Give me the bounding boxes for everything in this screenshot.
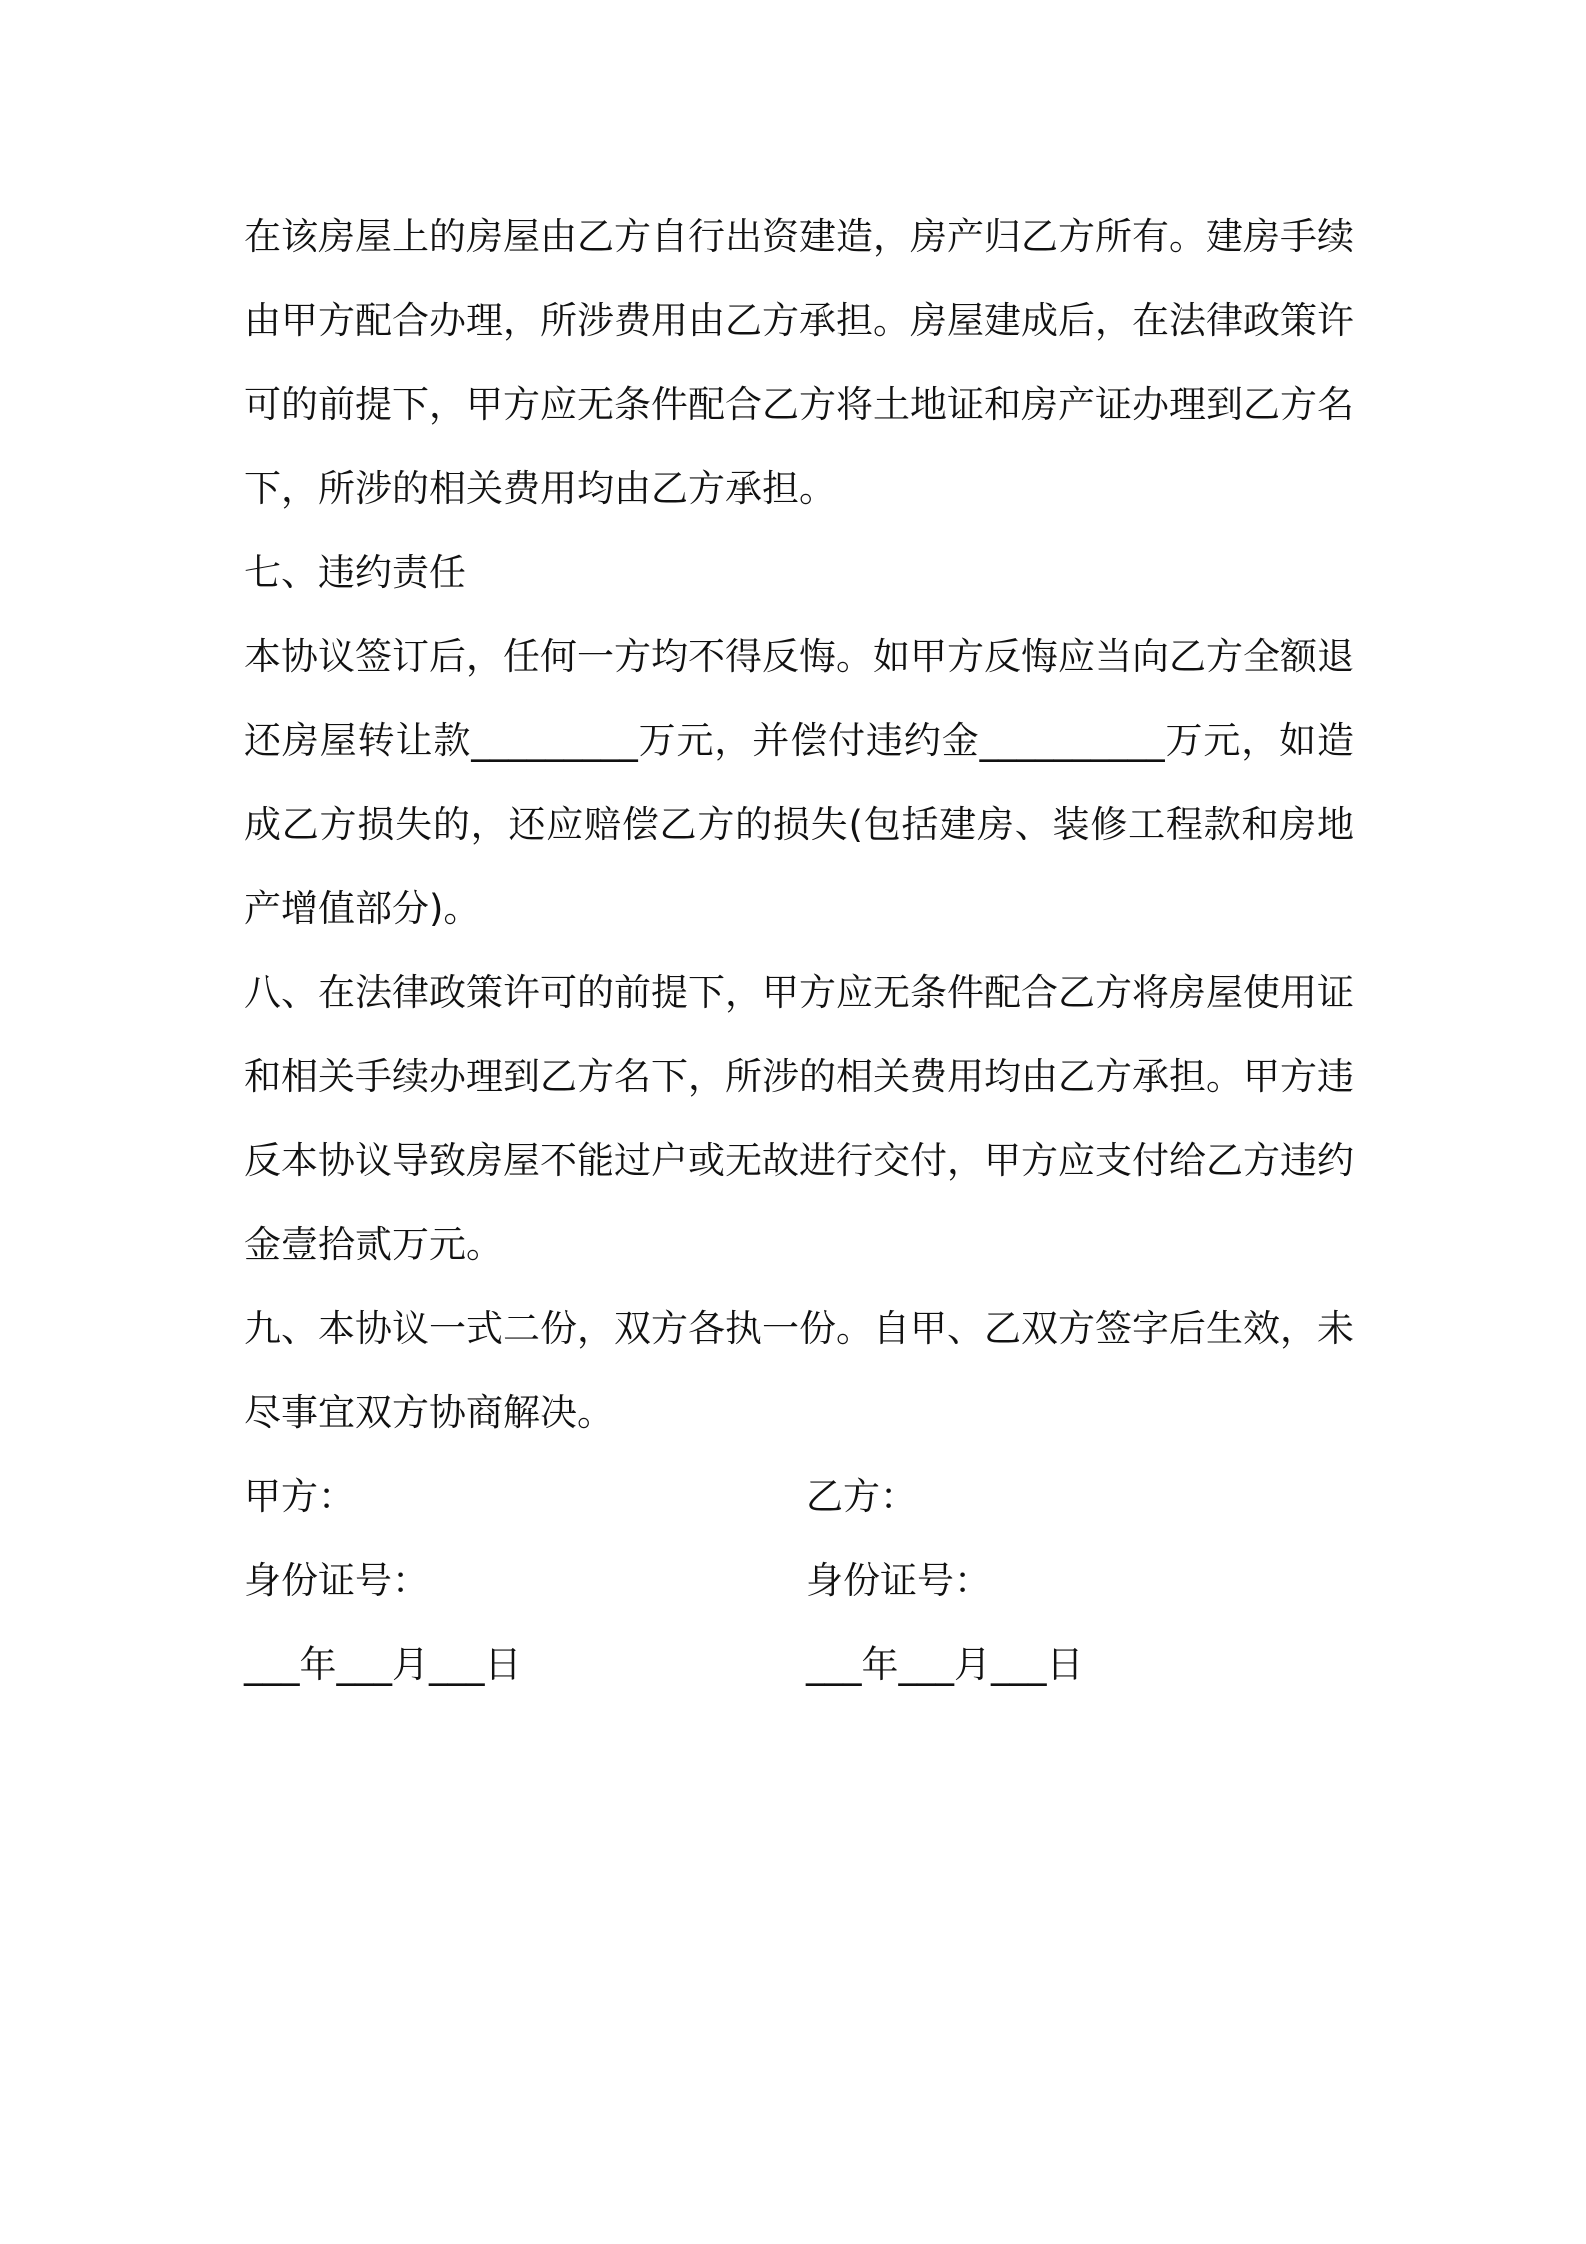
paragraph-line: 还房屋转让款_________万元，并偿付违约金__________万元，如造	[244, 719, 1354, 762]
paragraph-line: 在该房屋上的房屋由乙方自行出资建造，房产归乙方所有。建房手续	[244, 215, 1354, 258]
paragraph-line: 产增值部分)。	[244, 887, 481, 930]
paragraph-line: 可的前提下，甲方应无条件配合乙方将土地证和房产证办理到乙方名	[244, 383, 1354, 426]
signature-row-id	[244, 1539, 1354, 1623]
paragraph-line: 由甲方配合办理，所涉费用由乙方承担。房屋建成后，在法律政策许	[244, 299, 1354, 342]
party-b-date: ___年___月___日	[806, 1643, 1084, 1686]
paragraph-line: 反本协议导致房屋不能过户或无故进行交付，甲方应支付给乙方违约	[244, 1139, 1354, 1182]
party-a-date: ___年___月___日	[244, 1643, 522, 1686]
section-heading-breach: 七、违约责任	[244, 551, 466, 594]
paragraph-line: 本协议签订后，任何一方均不得反悔。如甲方反悔应当向乙方全额退	[244, 635, 1354, 678]
signature-row-date	[244, 1623, 1354, 1707]
party-a-id-label: 身份证号：	[244, 1559, 429, 1602]
paragraph-line: 下，所涉的相关费用均由乙方承担。	[244, 467, 836, 510]
paragraph-line: 八、在法律政策许可的前提下，甲方应无条件配合乙方将房屋使用证	[244, 971, 1354, 1014]
party-a-label: 甲方：	[244, 1475, 355, 1518]
party-b-id-label: 身份证号：	[806, 1559, 991, 1602]
paragraph-line: 成乙方损失的，还应赔偿乙方的损失(包括建房、装修工程款和房地	[244, 803, 1354, 846]
signature-row-parties	[244, 1455, 1354, 1539]
paragraph-line: 九、本协议一式二份，双方各执一份。自甲、乙双方签字后生效，未	[244, 1307, 1354, 1350]
paragraph-line: 和相关手续办理到乙方名下，所涉的相关费用均由乙方承担。甲方违	[244, 1055, 1354, 1098]
document-body	[244, 195, 1354, 1707]
party-b-label: 乙方：	[806, 1475, 917, 1518]
paragraph-line: 金壹拾贰万元。	[244, 1223, 503, 1266]
paragraph-line: 尽事宜双方协商解决。	[244, 1391, 614, 1434]
